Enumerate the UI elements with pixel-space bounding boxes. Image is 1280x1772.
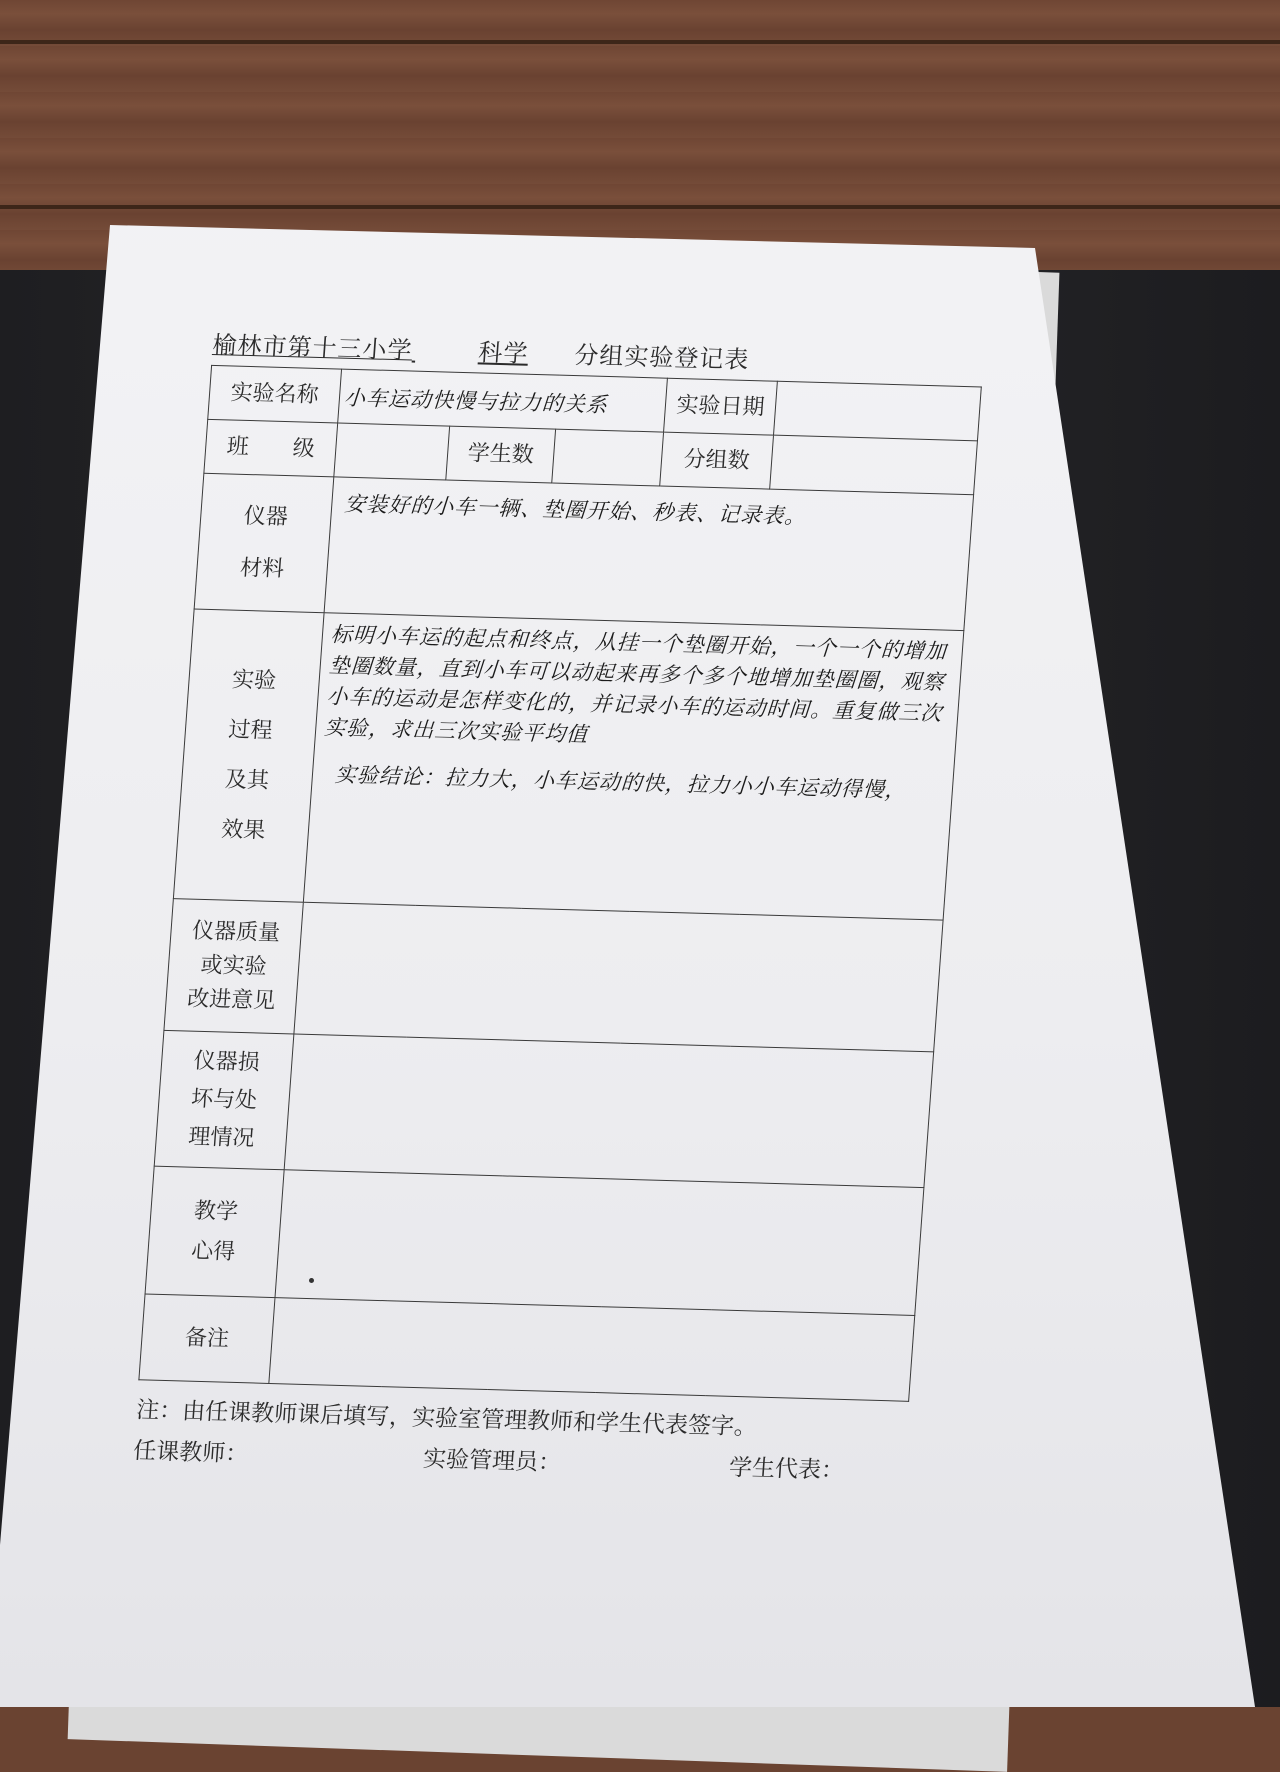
teaching-value — [275, 1170, 924, 1316]
teaching-row — [145, 1166, 924, 1315]
equipment-label: 仪器 材料 — [194, 473, 334, 612]
student-count-value — [552, 429, 664, 486]
equipment-value: 安装好的小车一辆、垫圈开始、秒表、记录表。 — [324, 477, 974, 631]
class-label: 班 级 — [204, 419, 338, 477]
footer-note: 注：由任课教师课后填写，实验室管理教师和学生代表签字。 — [135, 1397, 758, 1441]
form-name: 分组实验登记表 — [573, 341, 751, 374]
subject-name: 科学 — [477, 338, 530, 368]
class-value — [334, 423, 450, 480]
quality-label: 仪器质量 或实验 改进意见 — [164, 899, 303, 1034]
group-count-value — [770, 435, 978, 495]
conclusion-text: 实验结论：拉力大，小车运动的快，拉力小小车运动得慢， — [334, 762, 908, 803]
process-value — [303, 613, 964, 920]
process-text: 标明小车运的起点和终点，从挂一个垫圈开始，一个一个的增加垫圈数量，直到小车可以动起来再多个多个地增加垫圈圈，观察小车的运动是怎样变化的，并记录小车的运动时间。重复做三次实验，求出三次实验平均值 — [323, 622, 948, 747]
remarks-label: 备注 — [139, 1294, 275, 1383]
experiment-form — [132, 325, 995, 1487]
remarks-value — [269, 1298, 915, 1402]
process-row — [173, 609, 963, 920]
teaching-label: 教学 心得 — [145, 1166, 284, 1297]
teacher-signature-label: 任课教师： — [132, 1438, 250, 1468]
quality-row — [164, 899, 943, 1052]
lab-admin-signature-label: 实验管理员： — [422, 1446, 563, 1477]
experiment-date-label: 实验日期 — [664, 378, 778, 435]
ink-dot — [309, 1278, 314, 1283]
wood-seam — [0, 40, 1280, 44]
damage-value — [284, 1034, 934, 1188]
damage-label: 仪器损 坏与处 理情况 — [154, 1030, 294, 1169]
school-name: 榆林市第十三小学 — [211, 330, 414, 365]
wood-seam — [0, 205, 1280, 209]
student-count-label: 学生数 — [446, 426, 556, 483]
experiment-name-value: 小车运动快慢与拉力的关系 — [338, 369, 668, 432]
record-table — [138, 365, 982, 1402]
equipment-row — [194, 473, 973, 630]
experiment-date-value — [774, 381, 982, 441]
damage-row — [154, 1030, 933, 1187]
experiment-name-label: 实验名称 — [208, 365, 342, 423]
quality-value — [294, 902, 943, 1052]
group-count-label: 分组数 — [660, 432, 774, 489]
process-label: 实验 过程 及其 效果 — [173, 609, 324, 902]
student-rep-signature-label: 学生代表： — [728, 1454, 845, 1485]
